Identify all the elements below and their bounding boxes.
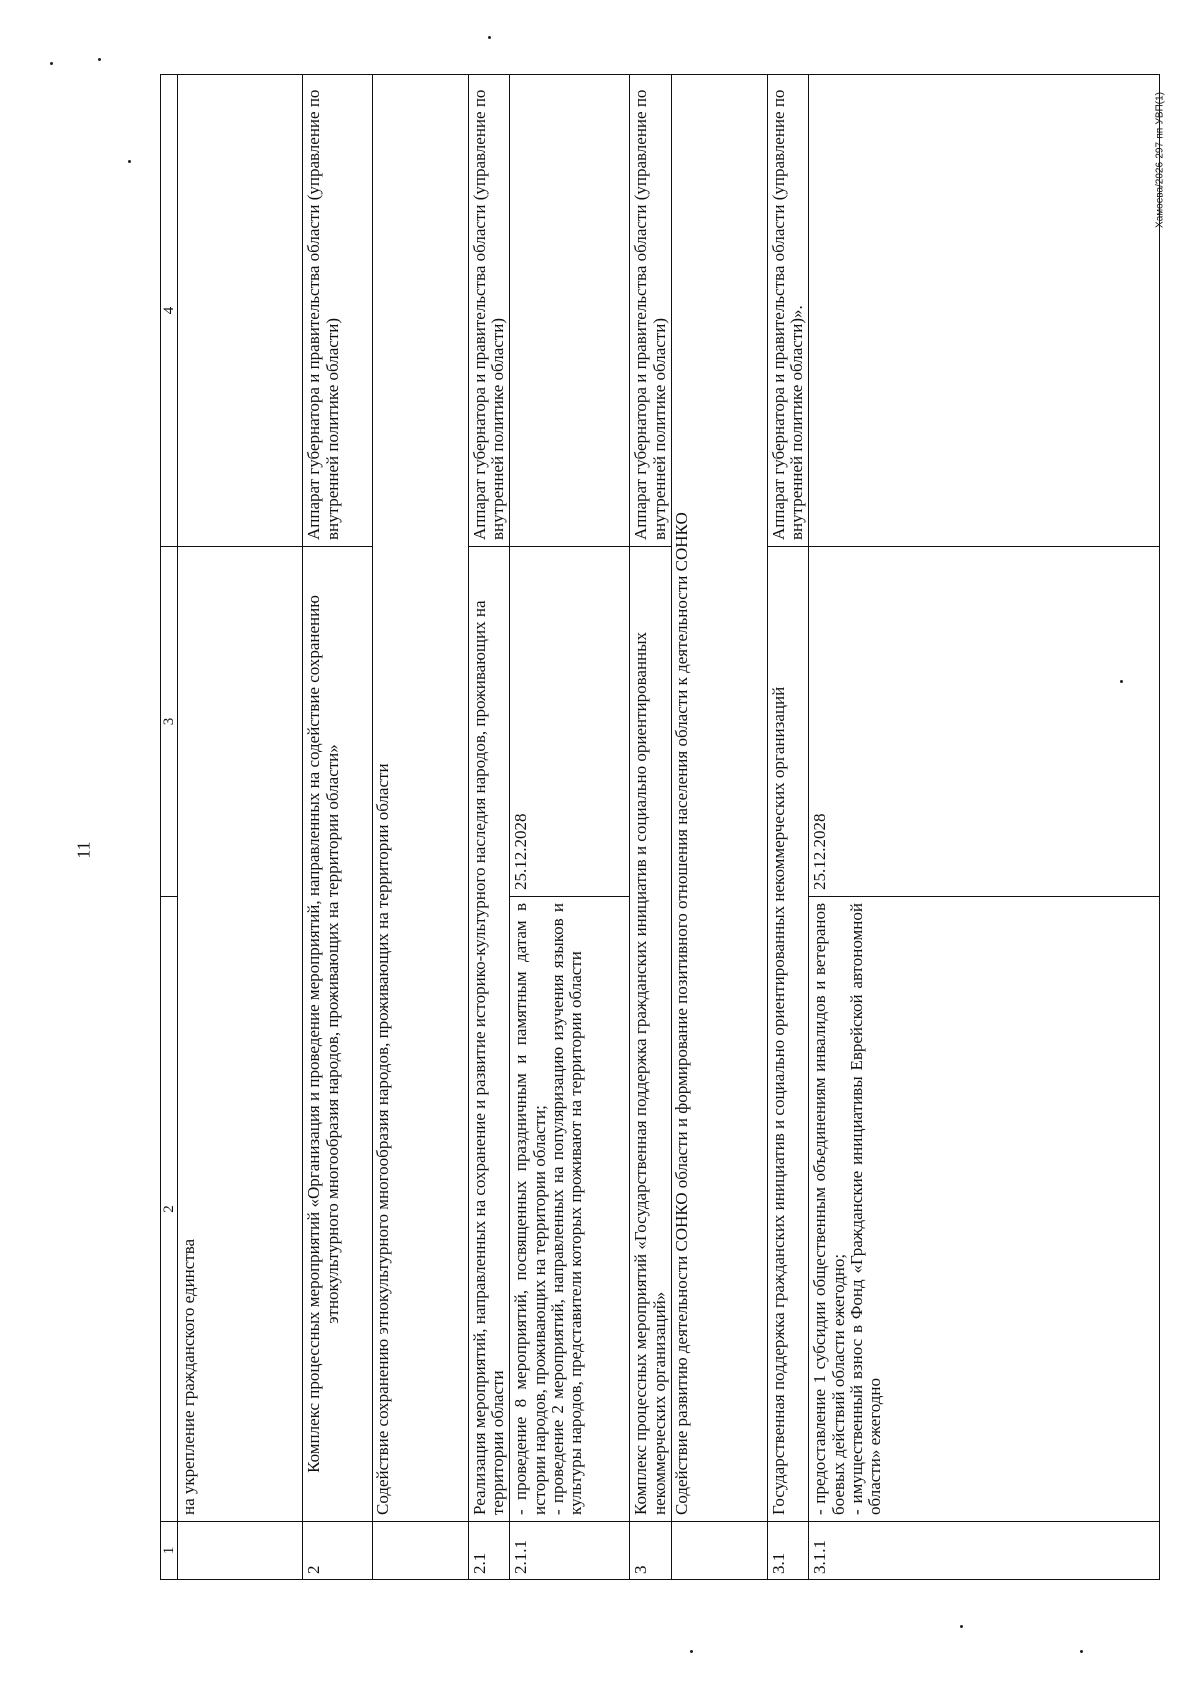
row-responsible: Аппарат губернатора и правительства области (управление по внутренней политике области): [303, 75, 373, 547]
page-number: 11: [73, 841, 94, 859]
table-row: [303, 75, 373, 1580]
row-responsible: Аппарат губернатора и правительства области (управление по внутренней политике области): [630, 75, 672, 547]
scan-speck: [128, 160, 131, 163]
column-header: 1: [161, 1522, 178, 1580]
footer-document-code: Хамоева/2026-297-пп-УВП(1): [1154, 92, 1166, 228]
activities-table: [160, 74, 1160, 1580]
column-header: 2: [161, 897, 178, 1522]
table-row: [767, 75, 809, 1580]
document-table: [160, 75, 1160, 1580]
table-row: [510, 75, 630, 1580]
row-responsible: [510, 75, 630, 547]
row-number: [672, 1522, 767, 1580]
column-header: 4: [161, 75, 178, 547]
section-title: Содействие развитию деятельности СОНКО области и формирование позитивного отношения населения области к деятельности СОНКО: [672, 75, 767, 1522]
row-number: 3: [630, 1522, 672, 1580]
row-text: [510, 897, 630, 1522]
scan-speck: [1080, 1650, 1083, 1653]
scan-speck: [690, 1650, 693, 1653]
scan-speck: [960, 1625, 963, 1628]
row-number: [373, 1522, 468, 1580]
row-number: 2.1: [468, 1522, 510, 1580]
activity-item: - проведение 8 мероприятий, посвященных праздничным и памятным датам в истории народов, проживающих на территории области;: [511, 903, 549, 1515]
table-header-row: [161, 75, 178, 1580]
row-responsible: Аппарат губернатора и правительства области (управление по внутренней политике области): [468, 75, 510, 547]
row-text: на укрепление гражданского единства: [178, 547, 303, 1522]
row-number: [178, 1522, 303, 1580]
row-responsible: [178, 75, 303, 547]
row-number: 2.1.1: [510, 1522, 630, 1580]
scan-speck: [488, 36, 491, 39]
row-number: 2: [303, 1522, 373, 1580]
activity-item: - предоставление 1 субсидии общественным объединениям инвалидов и ветеранов боевых действий области ежегодно;: [810, 903, 848, 1515]
row-text: Государственная поддержка гражданских инициатив и социально ориентированных некоммерческих организаций: [767, 547, 809, 1522]
row-number: 3.1.1: [809, 1522, 1160, 1580]
row-text: [809, 897, 1160, 1522]
activity-item: - проведение 2 мероприятий, направленных на популяризацию изучения языков и культуры народов, представители которых проживают на территории области: [548, 903, 586, 1515]
row-number: 3.1: [767, 1522, 809, 1580]
row-text: Комплекс процессных мероприятий «Государственная поддержка гражданских инициатив и социально ориентированных некоммерческих организаций»: [630, 547, 672, 1522]
row-responsible: Аппарат губернатора и правительства области (управление по внутренней политике области)».: [767, 75, 809, 547]
activity-item: - имущественный взнос в Фонд «Гражданские инициативы Еврейской автономной области» ежегодно: [847, 903, 885, 1515]
section-title: Содействие сохранению этнокультурного многообразия народов, проживающих на территории области: [373, 75, 468, 1522]
table-row: [178, 75, 303, 1580]
table-row: [468, 75, 510, 1580]
table-row: [809, 75, 1160, 1580]
section-row: [672, 75, 767, 1580]
row-date: 25.12.2028: [510, 547, 630, 897]
row-text: Реализация мероприятий, направленных на сохранение и развитие историко-культурного наследия народов, проживающих на территории области: [468, 547, 510, 1522]
row-date: 25.12.2028: [809, 547, 1160, 897]
scan-speck: [98, 58, 101, 61]
table-row: [630, 75, 672, 1580]
row-responsible: [809, 75, 1160, 547]
column-header: 3: [161, 547, 178, 897]
row-text: Комплекс процессных мероприятий «Организация и проведение мероприятий, направленных на содействие сохранению этнокультурного многообразия народов, проживающих на территории области»: [303, 547, 373, 1522]
scan-speck: [50, 62, 53, 65]
section-row: [373, 75, 468, 1580]
